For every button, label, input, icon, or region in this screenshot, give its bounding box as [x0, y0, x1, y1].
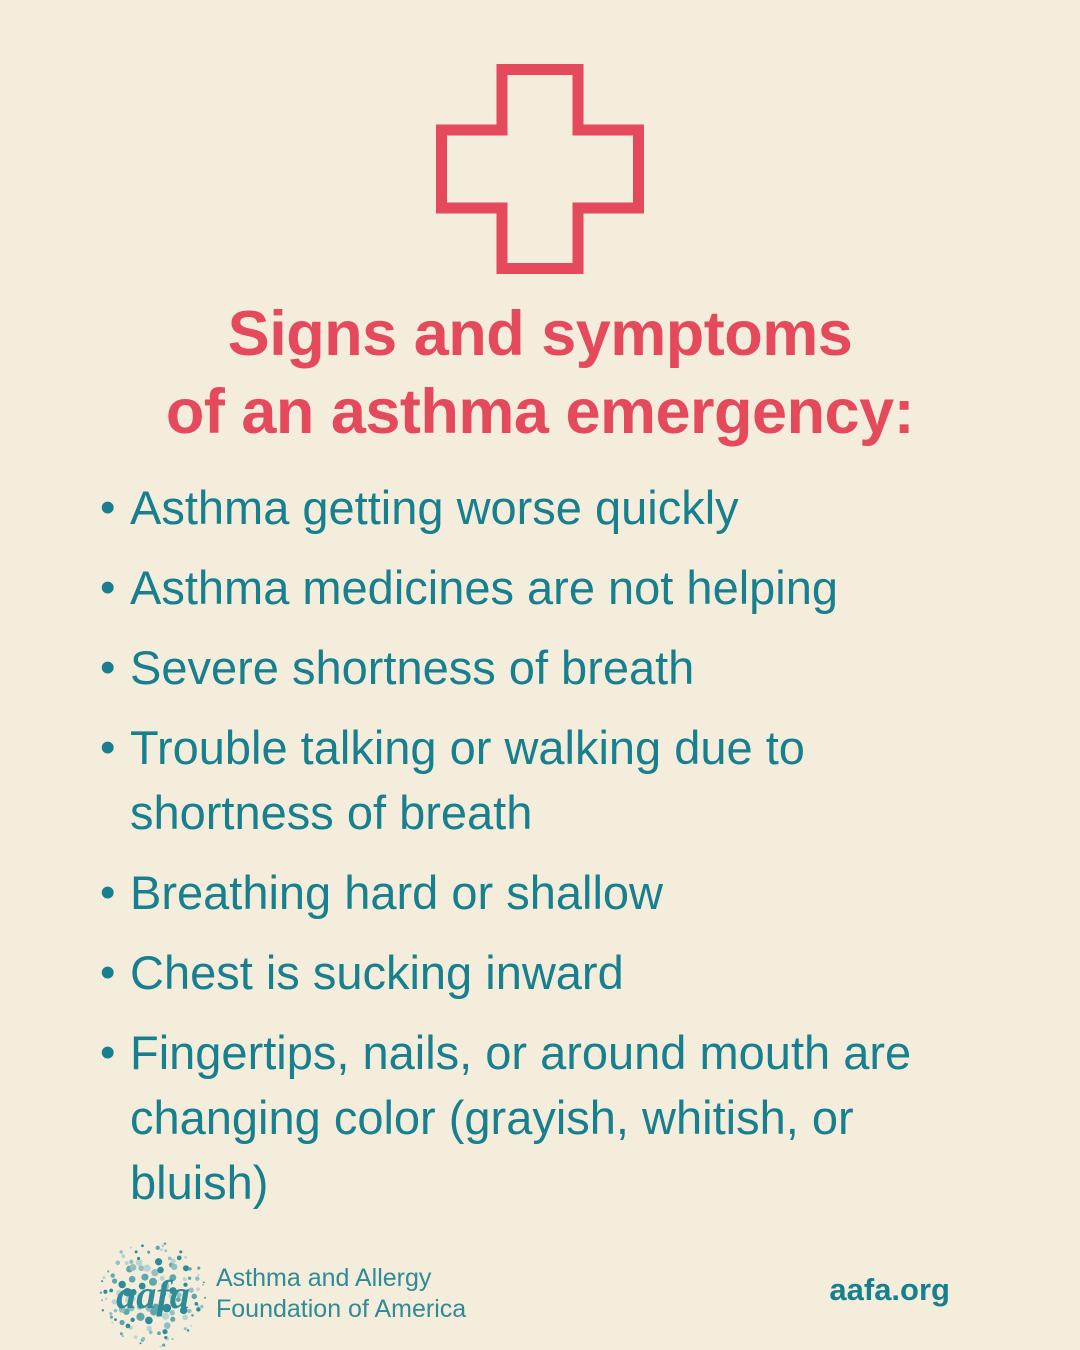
cross-icon-container [0, 0, 1080, 279]
list-item: • Breathing hard or shallow [100, 860, 945, 925]
medical-cross-icon [436, 64, 644, 274]
website-url: aafa.org [829, 1272, 950, 1307]
org-name-line-1: Asthma and Allergy [216, 1264, 432, 1292]
title-line-1: Signs and symptoms [227, 299, 853, 369]
list-item: • Asthma medicines are not helping [100, 555, 945, 620]
list-item: • Chest is sucking inward [100, 940, 945, 1005]
org-name [216, 1263, 466, 1325]
aafa-logo-text: aafa [116, 1271, 190, 1317]
org-name-line-2: Foundation of America [216, 1295, 467, 1323]
list-item: • Fingertips, nails, or around mouth are changing color (grayish, whitish, or bluish) [100, 1020, 945, 1215]
list-item: • Asthma getting worse quickly [100, 475, 945, 540]
symptom-list [100, 475, 945, 1215]
title-line-2: of an asthma emergency: [165, 377, 915, 447]
aafa-logo [96, 1239, 210, 1349]
list-item: • Severe shortness of breath [100, 635, 945, 700]
page-title [0, 295, 1080, 451]
list-item: • Trouble talking or walking due to shortness of breath [100, 715, 945, 845]
